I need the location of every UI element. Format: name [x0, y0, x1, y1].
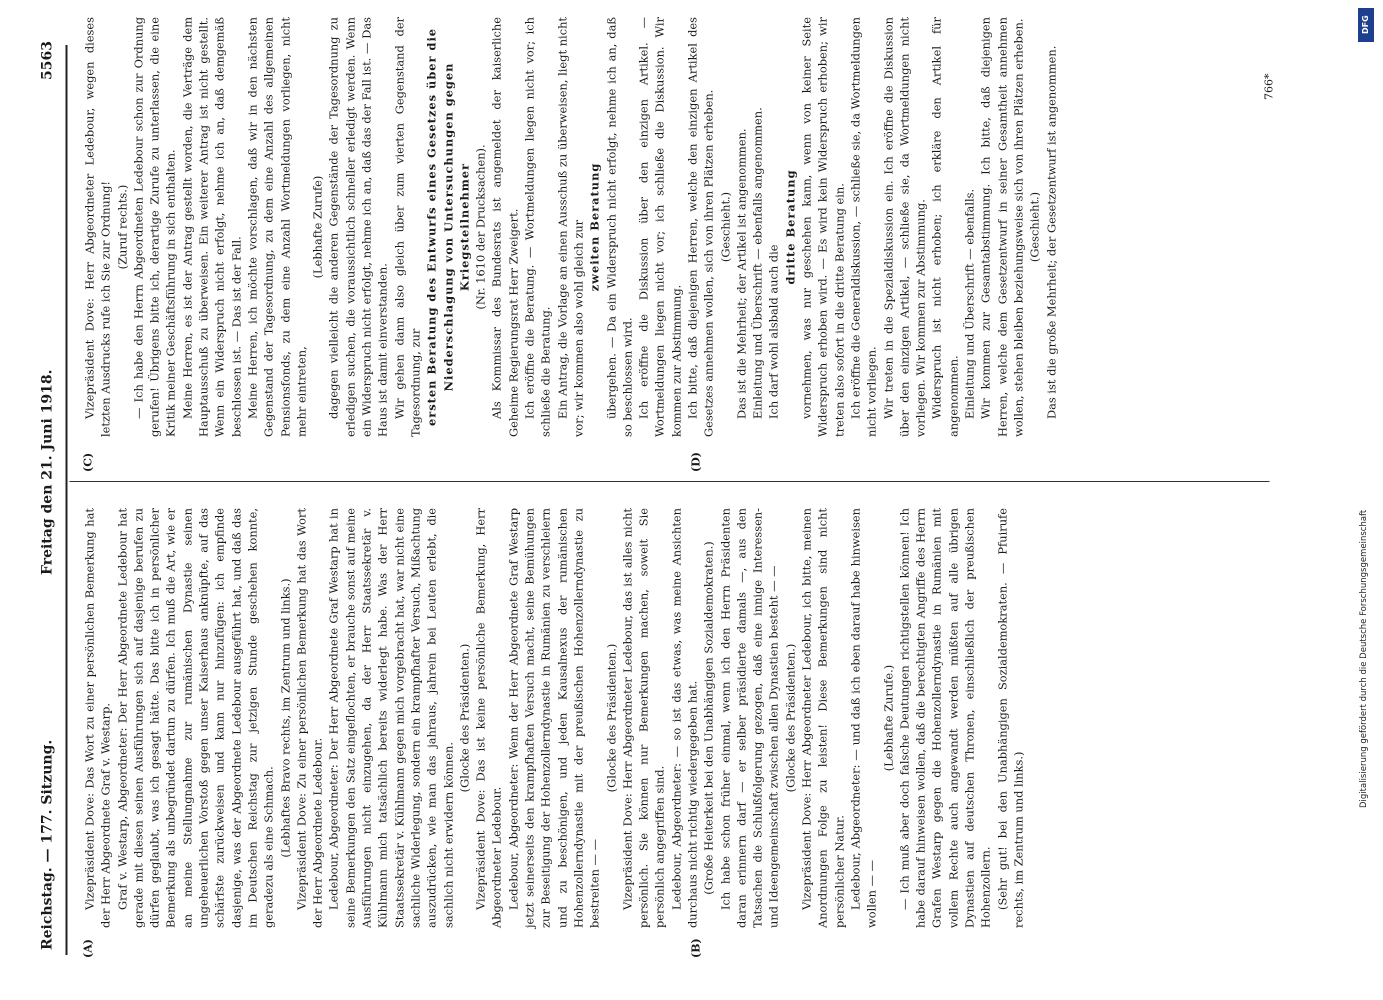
left-column [82, 508, 1027, 928]
running-header [40, 0, 66, 1000]
interjection: (Geschieht.) [718, 191, 733, 263]
dfg-sidebar [1355, 4, 1377, 994]
interjection: (Große Heiterkeit bei den Unabhängigen Sozialdemokraten.) [701, 541, 716, 895]
paragraph: (Sehr gut! bei den Unabhängigen Sozialdemokraten. — Pfuirufe rechts, im Zentrum und links.) [995, 508, 1026, 928]
header-rule [66, 45, 68, 955]
paragraph: Vizepräsident Dove: Herr Abgeordneter Ledebour, wegen dieses letzten Ausdrucks rufe ich Sie zur Ordnung! [82, 17, 113, 437]
paragraph: Meine Herren, es ist der Antrag gestellt worden, die Verträge dem Hauptausschuß zu überweisen. Ein weiterer Antrag ist nicht gestellt. Wenn ein Widerspruch nicht erfolgt, nehme ich an, daß demgemäß beschlossen ist. — Das ist der Fall. [180, 17, 244, 437]
paragraph: Wir kommen zur Gesamtabstimmung. Ich bitte, daß diejenigen Herren, welche dem Gesetzentwurf in seiner Gesamtheit annehmen wollen, stehen bleiben beziehungsweise sich von ihren Plätzen erheben. [978, 17, 1026, 437]
paragraph: Meine Herren, ich möchte vorschlagen, daß wir in den nächsten Gegenstand der Tagesordnung, zu dem eine Anzahl des allgemeinen Pensionsfonds, zu dem eine Anzahl Wortmeldungen vorliegen, nicht mehr eintreten, [245, 17, 309, 437]
interjection: (Lebhafte Zurufe.) [881, 664, 896, 772]
paragraph: Ledebour, Abgeordneter: Der Herr Abgeordnete Graf Westarp hat in seine Bemerkungen den Satz eingeflochten, er brauche sonst auf meine Ausführungen nicht einzugehen, da der Herr Staatssekretär v. Kühlmann mich tatsächlich bereits widerlegt habe. Was der Herr Staatssekretär v. Kühlmann gegen mich vorgebracht hat, war nicht eine sachliche Widerlegung, sondern ein krampfhafter Versuch, Mißachtung auszudrücken, wie man das jahraus, jahrein bei Leuten erlebt, die sachlich nicht erwidern können. [326, 508, 456, 928]
paragraph: Als Kommissar des Bundesrats ist angemeldet der kaiserliche Geheime Regierungsrat Herr Zweigert. [489, 17, 521, 437]
paragraph: — Ich habe den Herrn Abgeordneten Ledebour schon zur Ordnung gerufen! Übrigens bitte ich, derartige Zurufe zu unterlassen, die eine Kritik meiner Geschäftsführung in sich enthalten. [131, 17, 178, 437]
interjection: (Glocke des Präsidenten.) [457, 643, 472, 793]
dfg-credit: Digitalisierung gefördert durch die Deutsche Forschungsgemeinschaft [1359, 509, 1369, 808]
page-number: 5563 [39, 41, 56, 80]
paragraph: Ich bitte, daß diejenigen Herren, welche den einzigen Artikel des Gesetzes annehmen wollen, sich von ihren Plätzen erheben. [685, 17, 716, 437]
paragraph: Ich eröffne die Beratung. — Wortmeldungen liegen nicht vor; ich schließe die Beratung. [522, 17, 553, 437]
header-date: Freitag den 21. Juni 1918. [39, 369, 56, 575]
paragraph: dagegen vielleicht die anderen Gegenstände der Tagesordnung zu erledigen suchen, die voraussichtlich schneller erledigt werden. Wenn ein Widerspruch nicht erfolgt, nehme ich an, daß das der Fall ist. — Das Haus ist damit einverstanden. [326, 17, 390, 437]
paragraph: Ich eröffne die Generaldiskussion, — schließe sie, da Wortmeldungen nicht vorliegen. [848, 17, 879, 437]
dfg-logo: DFG [1358, 8, 1374, 42]
paragraph: Wir gehen dann also gleich über zum vierten Gegenstand der Tagesordnung, zur [392, 17, 423, 437]
paragraph: Vizepräsident Dove: Herr Abgeordneter Ledebour, das ist alles nicht persönlich. Sie können nur Bemerkungen machen, soweit Sie persönlich angegriffen sind. [620, 508, 667, 928]
margin-mark-b: (B) [689, 938, 703, 958]
paragraph: Ein Antrag, die Vorlage an einen Ausschuß zu überweisen, liegt nicht vor; wir kommen also wohl gleich zur [555, 17, 586, 437]
agenda-item-reference: (Nr. 1610 der Drucksachen). [473, 144, 488, 310]
margin-mark-a: (A) [81, 939, 95, 958]
paragraph: Vizepräsident Dove: Zu einer persönlichen Bemerkung hat das Wort der Herr Abgeordnete Ledebour. [294, 508, 325, 928]
margin-mark-c: (C) [81, 452, 95, 472]
paragraph: Ich eröffne die Diskussion über den einzigen Artikel. — Wortmeldungen liegen nicht vor; ich schließe die Diskussion. Wir kommen zur Abstimmung. [636, 17, 684, 437]
paragraph: Vizepräsident Dove: Das ist keine persönliche Bemerkung, Herr Abgeordneter Ledebour. [473, 508, 504, 928]
interjection: (Geschieht.) [1027, 191, 1042, 263]
paragraph: Das ist die Mehrheit; der Artikel ist angenommen. [734, 128, 749, 419]
paragraph: übergehen. — Da ein Widerspruch nicht erfolgt, nehme ich an, daß so beschlossen wird. [604, 17, 635, 437]
right-column [82, 17, 1060, 437]
third-reading-heading: dritte Beratung [783, 169, 798, 285]
second-reading-heading: zweiten Beratung [587, 162, 602, 292]
interjection: (Glocke des Präsidenten.) [604, 643, 618, 793]
paragraph: Einleitung und Überschrift — ebenfalls angenommen. [750, 107, 765, 419]
interjection: (Lebhaftes Bravo rechts, im Zentrum und links.) [278, 578, 293, 858]
interjection: (Glocke des Präsidenten.) [783, 643, 798, 793]
paragraph: — Ich muß aber doch falsche Deutungen richtigstellen können! Ich habe darauf hinweisen wollen, daß die berechtigten Angriffe des Herrn Grafen Westarp gegen die Hohenzollerndynastie in Rumänien mit vollem Rechte auch angewandt werden müßten auf alle übrigen Dynastien auf deutschen Thronen, einschließlich der preußischen Hohenzollern. [897, 508, 993, 928]
header-session: Reichstag. — 177. Sitzung. [39, 739, 56, 950]
column-divider [70, 481, 1270, 482]
paragraph: Einleitung und Überschrift — ebenfalls. [962, 188, 977, 419]
paragraph: Vizepräsident Dove: Das Wort zu einer persönlichen Bemerkung hat der Herr Abgeordnete Graf v. Westarp. [82, 508, 113, 928]
paragraph: Ich habe schon früher einmal, wenn ich den Herrn Präsidenten daran erinnern darf — er selber präsidierte damals —, aus den Tatsachen die Schlußfolgerung gezogen, daß eine innige Interessen- und Ideengemeinschaft zwischen allen Dynastien besteht — — [718, 508, 781, 928]
sheet-number: 766* [1262, 73, 1276, 100]
paragraph: Graf v. Westarp, Abgeordneter: Der Herr Abgeordnete Ledebour hat gerade mit diesen seinen Ausführungen sich auf dasjenige berufen zu dürfen geglaubt, was ich gesagt hätte. Das bitte ich in persönlicher Bemerkung als unbegründet dartun zu dürfen. Ich muß die Art, wie er an meine Stellungnahme zur rumänischen Dynastie seinen ungeheuerlichen Vorstoß gegen unser Kaiserhaus anknüpfte, auf das schärfste zurückweisen und kann nur hinzufügen: ich empfinde dasjenige, was der Abgeordnete Ledebour ausgeführt hat, und daß das im Deutschen Reichstag zur jetzigen Stunde geschehen konnte, geradezu als eine Schmach. [115, 508, 276, 928]
interjection: (Lebhafte Zurufe) [310, 175, 325, 279]
paragraph: Das ist die große Mehrheit; der Gesetzentwurf ist angenommen. [1044, 45, 1059, 419]
agenda-item-heading: ersten Beratung des Entwurfs eines Gesetzes über die Niederschlagung von Untersuchungen gegen Kriegsteilnehmer [424, 27, 472, 427]
paragraph: Ledebour, Abgeordneter: — so ist das etwas, was meine Ansichten durchaus nicht richtig wiedergegeben hat. [669, 508, 700, 928]
paragraph: Vizepräsident Dove: Herr Abgeordneter Ledebour, ich bitte, meinen Anordnungen Folge zu leisten! Diese Bemerkungen sind nicht persönlicher Natur. [799, 508, 847, 928]
margin-mark-d: (D) [689, 452, 703, 472]
paragraph: Ledebour, Abgeordneter: — und daß ich eben darauf habe hinweisen wollen — — [848, 508, 879, 928]
interjection: (Zuruf rechts.) [115, 184, 130, 270]
paragraph: Widerspruch ist nicht erhoben; ich erkläre den Artikel für angenommen. [929, 17, 961, 437]
paragraph: Wir treten in die Spezialdiskussion ein. Ich eröffne die Diskussion über den einzigen Artikel, — schließe sie, da Wortmeldungen nicht vorliegen. Wir kommen zur Abstimmung. [881, 17, 928, 437]
paragraph: vornehmen, was nur geschehen kann, wenn von keiner Seite Widerspruch erhoben wird. — Es wird kein Widerspruch erhoben; wir treten also sofort in die dritte Beratung ein. [799, 17, 847, 437]
paragraph: Ledebour, Abgeordneter: Wenn der Herr Abgeordnete Graf Westarp jetzt seinerseits den krampfhaften Versuch macht, seine Bemühungen zur Beseitigung der Hohenzollerndynastie in Rumänien zu verschleiern und zu beschönigen, und jeden Kausalnexus der rumänischen Hohenzollerndynastie mit der preußischen Hohenzollerndynastie zu bestreiten — — [506, 508, 602, 928]
paragraph: Ich darf wohl alsbald auch die [766, 244, 781, 419]
